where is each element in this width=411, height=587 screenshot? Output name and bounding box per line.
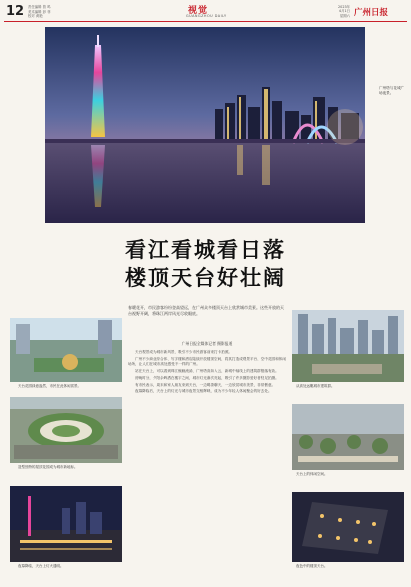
newspaper-logo: 广州日报 xyxy=(354,8,389,18)
section-title: 视觉 xyxy=(188,6,209,16)
left-photo-2 xyxy=(10,397,122,463)
right-photo-3-graphic xyxy=(292,492,404,562)
left-photo-2-graphic xyxy=(10,397,122,463)
hero-photo xyxy=(45,27,365,223)
article-body xyxy=(128,350,286,396)
right-photo-2 xyxy=(292,404,404,470)
headline-line-1: 看江看城看日落 xyxy=(125,237,286,262)
left-photo-1-graphic xyxy=(10,318,122,382)
section-subtitle: GUANGZHOU DAILY xyxy=(186,14,227,18)
body-paragraph: 天台观景成为城市新风景，吸引不少市民游客前来打卡拍照。 xyxy=(135,350,233,354)
date-line: 星期六 xyxy=(339,13,351,18)
right-photo-3 xyxy=(292,492,404,562)
editor-meta xyxy=(28,5,88,19)
left-photo-1 xyxy=(10,318,122,382)
date-line: 4月1日 xyxy=(338,9,351,14)
body-paragraph: 傍晚时分，夕阳余晖洒在楼宇之间，城市灯光渐次亮起，吸引了许多摄影爱好者驻足拍摄。 xyxy=(135,375,279,380)
headline-line-2: 楼顶天台好壮阔 xyxy=(125,265,286,290)
right-photo-1 xyxy=(292,310,404,382)
hero-photo-graphic xyxy=(45,27,365,223)
body-paragraph: 有市民表示，周末和家人朋友来到天台，一边喝茶聊天，一边欣赏城市美景，非常惬意。 xyxy=(135,382,276,387)
right-caption-1: 从高处远眺城市建筑群。 xyxy=(296,384,335,388)
page-number: 12 xyxy=(6,4,25,19)
date-line: 2023年 xyxy=(338,5,351,9)
article-lede: 春暖花开，市民游客纷纷登高望远，在广州众多楼顶天台上欣赏城市美景。这些开放的天台视野开阔，将珠江两岸风光尽收眼底。 xyxy=(128,305,284,317)
left-photo-3-graphic xyxy=(10,486,122,562)
right-caption-3: 夜色中的楼顶天台。 xyxy=(296,564,328,568)
body-paragraph: 夜幕降临后，天台上的灯光与城市夜景交相辉映，成为不少年轻人休闲聚会的好去处。 xyxy=(135,389,272,394)
body-paragraph: 站在天台上，可以看到珠江蜿蜒流淌、广州塔高耸入云，新城中轴线上的建筑群错落有致。 xyxy=(135,369,279,374)
article-credit: 广州日报全媒体记者 摄影报道 xyxy=(181,341,233,346)
issue-date xyxy=(338,5,350,18)
meta-line: 校对 黄艳 xyxy=(28,14,43,18)
left-caption-3: 夜幕降临，天台上灯火通明。 xyxy=(18,564,64,568)
left-photo-3 xyxy=(10,486,122,562)
right-photo-2-graphic xyxy=(292,404,404,470)
left-caption-2: 造型独特的屋顶花园成为城市新地标。 xyxy=(18,465,78,469)
meta-line: 责任编辑 曾 鸣 xyxy=(28,5,51,9)
body-paragraph: 广州不少商业综合体、写字楼和酒店陆续开放楼顶空间，将其打造成观景平台、空中花园和休闲场所，让人们在城市高处感受不一样的广州。 xyxy=(128,356,286,367)
left-caption-1: 天台花园绿意盎然，市民在此休闲赏景。 xyxy=(18,384,81,388)
right-caption-2: 天台上的休闲空间。 xyxy=(296,472,328,476)
header-rule xyxy=(4,21,407,22)
hero-caption: 广州塔与花城广场夜景。 xyxy=(379,86,405,95)
right-photo-1-graphic xyxy=(292,310,404,382)
meta-line: 美术编辑 彭 菲 xyxy=(28,9,51,14)
